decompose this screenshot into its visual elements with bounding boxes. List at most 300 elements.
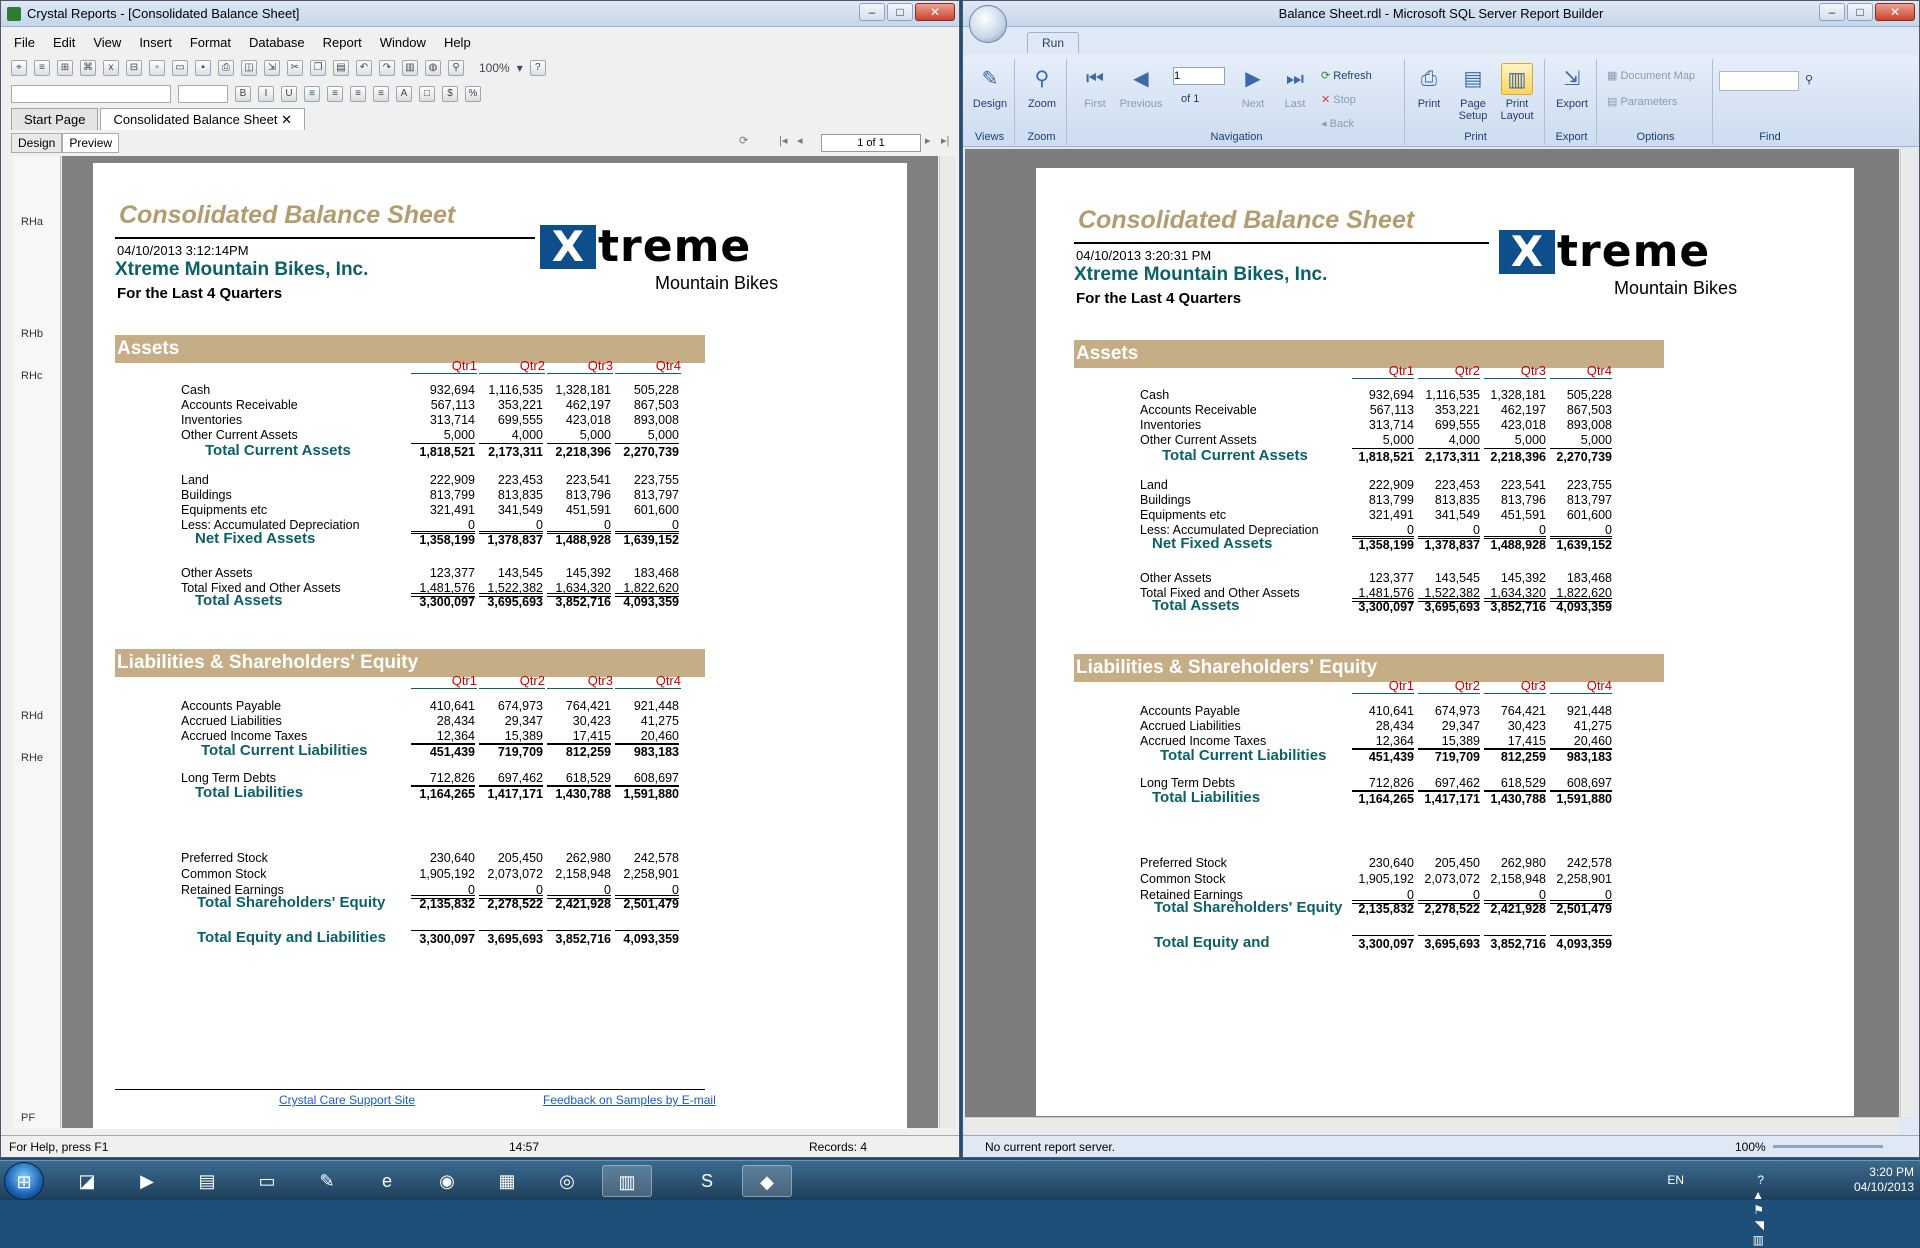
- section-rhd: RHd: [21, 710, 43, 722]
- asset-value: 813,797: [1550, 492, 1612, 508]
- last-page-icon[interactable]: ▸|: [941, 134, 949, 147]
- section-pf: PF: [21, 1112, 35, 1124]
- asset-label: Accounts Receivable: [181, 397, 298, 413]
- menu-window[interactable]: Window: [371, 35, 435, 50]
- rb-ribbon: [963, 55, 1919, 147]
- liability-label: Retained Earnings: [181, 882, 284, 898]
- asset-value: 1,116,535: [1418, 387, 1480, 403]
- next-page-icon: ▶: [1237, 63, 1269, 95]
- group-label-find: Find: [1715, 131, 1825, 143]
- menu-edit[interactable]: Edit: [44, 35, 84, 50]
- currency-icon[interactable]: $: [442, 86, 458, 102]
- font-name-select[interactable]: [11, 85, 171, 103]
- italic-icon[interactable]: I: [258, 86, 274, 102]
- print-layout-icon: ▥: [1501, 63, 1533, 95]
- menu-insert[interactable]: Insert: [130, 35, 181, 50]
- liability-row: [1036, 935, 1854, 951]
- company-logo: [540, 219, 820, 309]
- liability-value: 0: [1352, 887, 1414, 904]
- group-find: [1715, 59, 1825, 145]
- language-indicator[interactable]: EN: [1667, 1173, 1684, 1188]
- clock-date[interactable]: 04/10/2013: [1854, 1180, 1914, 1195]
- tab-consolidated-balance-sheet[interactable]: [100, 108, 305, 130]
- liability-value: 2,421,928: [547, 895, 611, 912]
- liability-row: [1036, 871, 1854, 887]
- liability-row: [1036, 748, 1854, 764]
- quarter-header-1: Qtr1: [1352, 363, 1414, 379]
- asset-value: 5,000: [615, 427, 679, 444]
- group-icon[interactable]: ⊟: [126, 60, 142, 76]
- liabilities-band: Liabilities & Shareholders' Equity: [1074, 654, 1664, 682]
- support-link[interactable]: Crystal Care Support Site: [279, 1093, 415, 1107]
- section-bar: [13, 156, 61, 1128]
- asset-label: Buildings: [181, 487, 232, 503]
- asset-row: [93, 565, 907, 581]
- liability-label: Preferred Stock: [1140, 855, 1227, 871]
- asset-row: [1036, 477, 1854, 493]
- liability-value: 2,501,479: [615, 895, 679, 912]
- document-map-button[interactable]: [1607, 69, 1695, 82]
- asset-value: 5,000: [411, 427, 475, 444]
- back-button[interactable]: [1321, 117, 1354, 130]
- asset-row: [93, 502, 907, 518]
- quarter-header-4: Qtr4: [1550, 363, 1612, 379]
- liability-row: [1036, 718, 1854, 734]
- menu-help[interactable]: Help: [435, 35, 480, 50]
- last-button[interactable]: [1273, 63, 1317, 110]
- formula-icon[interactable]: x: [103, 60, 119, 76]
- liability-value: 12,364: [1352, 733, 1414, 750]
- liability-label: Accrued Income Taxes: [181, 728, 307, 744]
- asset-label: Cash: [181, 382, 210, 398]
- asset-value: 423,018: [1484, 417, 1546, 433]
- asset-value: 3,300,097: [1352, 598, 1414, 615]
- liability-value: 0: [547, 882, 611, 899]
- repository-icon[interactable]: ⌘: [80, 60, 96, 76]
- vertical-scrollbar[interactable]: [1900, 149, 1917, 1117]
- asset-value: 321,491: [1352, 507, 1414, 523]
- liability-row: [93, 785, 907, 801]
- first-page-icon: ⏮: [1079, 63, 1111, 95]
- liability-value: 410,641: [1352, 703, 1414, 719]
- liability-value: 2,421,928: [1484, 900, 1546, 917]
- assets-band: Assets: [115, 335, 705, 363]
- liability-label: Accrued Liabilities: [1140, 718, 1241, 734]
- tab-run[interactable]: Run: [1027, 32, 1079, 53]
- liability-row: [1036, 900, 1854, 916]
- previous-button[interactable]: [1119, 63, 1163, 110]
- asset-value: 5,000: [1550, 432, 1612, 449]
- liability-value: 4,093,359: [615, 930, 679, 947]
- quarter-header-3: Qtr3: [547, 673, 613, 689]
- export-icon[interactable]: ⇲: [264, 60, 280, 76]
- liability-value: 1,905,192: [411, 866, 475, 882]
- copy-icon[interactable]: ❐: [310, 60, 326, 76]
- help-icon[interactable]: ?: [530, 60, 546, 76]
- menu-file[interactable]: File: [5, 35, 44, 50]
- company-name: Xtreme Mountain Bikes, Inc.: [115, 259, 368, 281]
- liability-value: 205,450: [479, 850, 543, 866]
- liability-row: [93, 743, 907, 759]
- print-icon[interactable]: ⎙: [218, 60, 234, 76]
- asset-value: 1,639,152: [1550, 536, 1612, 553]
- liability-value: 2,135,832: [411, 895, 475, 912]
- group-label-navigation: Navigation: [1069, 131, 1404, 143]
- close-button[interactable]: ✕: [1875, 3, 1915, 21]
- asset-label: Total Assets: [1152, 598, 1240, 614]
- asset-value: 5,000: [1352, 432, 1414, 449]
- export-button[interactable]: [1550, 63, 1594, 110]
- liability-value: 1,430,788: [1484, 790, 1546, 807]
- rb-report-page: [1036, 168, 1854, 1116]
- menu-format[interactable]: Format: [181, 35, 240, 50]
- asset-label: Land: [1140, 477, 1168, 493]
- group-label-export: Export: [1547, 131, 1596, 143]
- asset-value: 143,545: [479, 565, 543, 581]
- liability-value: 1,417,171: [479, 785, 543, 802]
- asset-label: Other Assets: [1140, 570, 1212, 586]
- search-icon[interactable]: ⚲: [448, 60, 464, 76]
- print-layout-button[interactable]: [1495, 63, 1539, 122]
- design-button[interactable]: [968, 63, 1012, 110]
- first-page-icon[interactable]: |◂: [779, 134, 787, 147]
- menu-report[interactable]: Report: [314, 35, 371, 50]
- liability-value: 2,135,832: [1352, 900, 1414, 917]
- asset-value: 0: [615, 517, 679, 534]
- asset-value: 3,300,097: [411, 593, 475, 610]
- binoculars-icon[interactable]: ⚲: [1805, 73, 1813, 86]
- liability-value: 674,973: [479, 698, 543, 714]
- asset-value: 893,008: [615, 412, 679, 428]
- liability-value: 41,275: [1550, 718, 1612, 734]
- asset-value: 223,453: [1418, 477, 1480, 493]
- asset-label: Buildings: [1140, 492, 1191, 508]
- cr-titlebar: [1, 1, 959, 27]
- asset-value: 3,852,716: [1484, 598, 1546, 615]
- quarter-header-3: Qtr3: [547, 358, 613, 374]
- liability-value: 674,973: [1418, 703, 1480, 719]
- report-builder-taskbar-icon[interactable]: ▥: [602, 1165, 652, 1197]
- asset-value: 813,796: [547, 487, 611, 503]
- logo-subtitle: Mountain Bikes: [1614, 278, 1737, 299]
- page-number-input[interactable]: [1173, 67, 1225, 85]
- app-menu-orb[interactable]: [969, 5, 1007, 43]
- asset-value: 813,797: [615, 487, 679, 503]
- asset-value: 341,549: [1418, 507, 1480, 523]
- first-button[interactable]: [1073, 63, 1117, 110]
- quarter-header-4: Qtr4: [615, 358, 681, 374]
- prev-page-icon[interactable]: ◂: [797, 134, 803, 147]
- liability-value: 205,450: [1418, 855, 1480, 871]
- media-player-icon[interactable]: ▶: [122, 1165, 172, 1197]
- new-icon[interactable]: ▫: [149, 60, 165, 76]
- liability-value: 0: [1550, 887, 1612, 904]
- liability-value: 0: [411, 882, 475, 899]
- paste-icon[interactable]: ▤: [333, 60, 349, 76]
- asset-value: 4,000: [1418, 432, 1480, 449]
- liability-value: 1,164,265: [1352, 790, 1414, 807]
- liability-value: 451,439: [411, 743, 475, 760]
- liability-value: 3,300,097: [411, 930, 475, 947]
- calculator-icon[interactable]: ▦: [482, 1165, 532, 1197]
- minimize-button[interactable]: –: [1819, 3, 1845, 21]
- asset-value: 2,173,311: [479, 443, 543, 460]
- find-input[interactable]: [1719, 71, 1799, 91]
- asset-value: 1,818,521: [411, 443, 475, 460]
- asset-value: 2,173,311: [1418, 448, 1480, 465]
- asset-value: 423,018: [547, 412, 611, 428]
- zoom-dropdown[interactable]: 100%: [479, 61, 510, 75]
- asset-value: 1,378,837: [479, 531, 543, 548]
- liability-value: 262,980: [547, 850, 611, 866]
- liability-label: Long Term Debts: [181, 770, 276, 786]
- print-preview-icon[interactable]: ◫: [241, 60, 257, 76]
- liability-label: Total Liabilities: [195, 785, 303, 801]
- asset-value: 4,000: [479, 427, 543, 444]
- liability-value: 20,460: [1550, 733, 1612, 750]
- liability-value: 3,695,693: [479, 930, 543, 947]
- liability-value: 764,421: [1484, 703, 1546, 719]
- liability-label: Common Stock: [181, 866, 266, 882]
- menu-database[interactable]: Database: [240, 35, 314, 50]
- status-time: 14:57: [509, 1136, 539, 1158]
- asset-value: 313,714: [411, 412, 475, 428]
- asset-label: Land: [181, 472, 209, 488]
- maximize-button[interactable]: □: [1847, 3, 1873, 21]
- underline-icon[interactable]: U: [281, 86, 297, 102]
- parameters-button[interactable]: [1607, 95, 1677, 108]
- asset-value: 321,491: [411, 502, 475, 518]
- select-tool-icon[interactable]: ⌖: [11, 60, 27, 76]
- firefox-icon[interactable]: ◉: [422, 1165, 472, 1197]
- percent-icon[interactable]: %: [465, 86, 481, 102]
- asset-value: 699,555: [1418, 417, 1480, 433]
- justify-icon[interactable]: ≡: [373, 86, 389, 102]
- asset-value: 1,634,320: [547, 580, 611, 597]
- asset-value: 145,392: [1484, 570, 1546, 586]
- company-logo: [1499, 224, 1779, 314]
- internet-explorer-icon[interactable]: e: [362, 1165, 412, 1197]
- save-icon[interactable]: ▪: [195, 60, 211, 76]
- insert-map-icon[interactable]: ◍: [425, 60, 441, 76]
- feedback-link[interactable]: Feedback on Samples by E-mail: [543, 1093, 716, 1107]
- liability-value: 17,415: [547, 728, 611, 745]
- report-builder-window: [962, 0, 1920, 1158]
- liability-value: 230,640: [1352, 855, 1414, 871]
- liability-value: 3,852,716: [1484, 935, 1546, 952]
- menu-view[interactable]: View: [84, 35, 130, 50]
- asset-value: 451,591: [1484, 507, 1546, 523]
- liability-value: 12,364: [411, 728, 475, 745]
- asset-value: 1,328,181: [547, 382, 611, 398]
- chrome-icon[interactable]: ◎: [542, 1165, 592, 1197]
- group-label-zoom: Zoom: [1017, 131, 1066, 143]
- assets-band: Assets: [1074, 340, 1664, 368]
- liability-label: Total Current Liabilities: [201, 743, 367, 759]
- font-color-icon[interactable]: A: [396, 86, 412, 102]
- refresh-icon[interactable]: ⟳: [739, 134, 748, 147]
- asset-row: [1036, 492, 1854, 508]
- print-button[interactable]: [1407, 63, 1451, 110]
- redo-icon[interactable]: ↷: [379, 60, 395, 76]
- next-label: Next: [1242, 98, 1265, 110]
- asset-value: 183,468: [1550, 570, 1612, 586]
- open-icon[interactable]: ▭: [172, 60, 188, 76]
- tray-icons[interactable]: ? ▲: [1752, 1173, 1764, 1248]
- asset-value: 1,481,576: [411, 580, 475, 597]
- group-navigation: [1069, 59, 1405, 145]
- vertical-scrollbar[interactable]: [939, 156, 956, 1128]
- taskbar-app-pinned-icon[interactable]: ◪: [62, 1165, 112, 1197]
- liability-row: [93, 866, 907, 882]
- report-explorer-icon[interactable]: ⊞: [57, 60, 73, 76]
- group-label-views: Views: [965, 131, 1014, 143]
- previous-page-icon: ◀: [1125, 63, 1157, 95]
- liability-value: 30,423: [1484, 718, 1546, 734]
- stop-button[interactable]: [1321, 93, 1356, 106]
- asset-label: Net Fixed Assets: [195, 531, 315, 547]
- asset-value: 223,541: [1484, 477, 1546, 493]
- title-rule: [1074, 242, 1489, 244]
- quarter-header-2: Qtr2: [479, 673, 545, 689]
- cr-document-tabs: [11, 108, 307, 130]
- report-period: For the Last 4 Quarters: [117, 285, 282, 302]
- liability-value: 0: [1418, 887, 1480, 904]
- asset-label: Total Fixed and Other Assets: [1140, 585, 1300, 601]
- status-server: No current report server.: [985, 1136, 1115, 1158]
- skype-icon[interactable]: S: [682, 1165, 732, 1197]
- asset-value: 353,221: [479, 397, 543, 413]
- asset-row: [1036, 387, 1854, 403]
- close-icon[interactable]: ✕: [281, 112, 292, 127]
- font-size-select[interactable]: [178, 85, 228, 103]
- liability-value: 28,434: [1352, 718, 1414, 734]
- asset-value: 505,228: [1550, 387, 1612, 403]
- close-button[interactable]: ✕: [915, 3, 955, 21]
- asset-row: [1036, 417, 1854, 433]
- group-zoom: [1017, 59, 1067, 145]
- chevron-down-icon[interactable]: ▾: [517, 61, 523, 75]
- cr-view-tabs: [11, 133, 119, 153]
- back-icon: ◂: [1321, 118, 1327, 130]
- liability-value: 812,259: [1484, 748, 1546, 765]
- cut-icon[interactable]: ✂: [287, 60, 303, 76]
- report-title: Consolidated Balance Sheet: [119, 201, 455, 230]
- border-icon[interactable]: □: [419, 86, 435, 102]
- asset-value: 1,634,320: [1484, 585, 1546, 602]
- quarter-header-2: Qtr2: [1418, 363, 1480, 379]
- file-explorer-icon[interactable]: ▭: [242, 1165, 292, 1197]
- tab-design[interactable]: Design: [11, 133, 62, 153]
- asset-value: 313,714: [1352, 417, 1414, 433]
- tab-preview[interactable]: Preview: [62, 133, 119, 153]
- page-number-box[interactable]: 1 of 1: [821, 134, 921, 152]
- refresh-button[interactable]: [1321, 69, 1372, 82]
- quarter-header-1: Qtr1: [1352, 678, 1414, 694]
- asset-value: 1,639,152: [615, 531, 679, 548]
- group-options: [1599, 59, 1713, 145]
- align-right-icon[interactable]: ≡: [350, 86, 366, 102]
- undo-icon[interactable]: ↶: [356, 60, 372, 76]
- liability-value: 618,529: [1484, 775, 1546, 792]
- liability-value: 3,695,693: [1418, 935, 1480, 952]
- liability-value: 230,640: [411, 850, 475, 866]
- quarter-header-1: Qtr1: [411, 673, 477, 689]
- asset-value: 1,822,620: [1550, 585, 1612, 602]
- asset-value: 932,694: [411, 382, 475, 398]
- start-button[interactable]: ⊞: [4, 1162, 44, 1200]
- horizontal-scrollbar[interactable]: [965, 1117, 1899, 1134]
- cr-menubar: [1, 30, 959, 54]
- liability-row: [93, 895, 907, 911]
- asset-value: 932,694: [1352, 387, 1414, 403]
- word-document-icon[interactable]: ▤: [182, 1165, 232, 1197]
- minimize-button[interactable]: –: [859, 3, 885, 21]
- liability-value: 242,578: [1550, 855, 1612, 871]
- asset-value: 0: [547, 517, 611, 534]
- asset-value: 5,000: [547, 427, 611, 444]
- page-count: of 1: [1181, 93, 1199, 105]
- asset-row: [1036, 402, 1854, 418]
- asset-value: 1,481,576: [1352, 585, 1414, 602]
- group-label-print: Print: [1407, 131, 1544, 143]
- tab-start-page[interactable]: Start Page: [11, 108, 98, 130]
- quarter-header-1: Qtr1: [411, 358, 477, 374]
- maximize-button[interactable]: □: [887, 3, 913, 21]
- next-page-icon[interactable]: ▸: [925, 134, 931, 147]
- back-label: Back: [1330, 118, 1354, 130]
- clock-time[interactable]: 3:20 PM: [1854, 1165, 1914, 1180]
- liability-value: 608,697: [615, 770, 679, 787]
- taskbar: [0, 1160, 1920, 1200]
- liability-value: 0: [1484, 887, 1546, 904]
- asset-label: Total Current Assets: [1162, 448, 1308, 464]
- zoom-button[interactable]: [1020, 63, 1064, 110]
- align-center-icon[interactable]: ≡: [327, 86, 343, 102]
- asset-row: [1036, 432, 1854, 448]
- next-button[interactable]: [1231, 63, 1275, 110]
- crystal-reports-taskbar-icon[interactable]: ◆: [742, 1165, 792, 1197]
- liability-value: 2,278,522: [479, 895, 543, 912]
- field-explorer-icon[interactable]: ≡: [34, 60, 50, 76]
- insert-chart-icon[interactable]: ▥: [402, 60, 418, 76]
- parameters-label: Parameters: [1620, 96, 1677, 108]
- paint-icon[interactable]: ✎: [302, 1165, 352, 1197]
- asset-row: [93, 412, 907, 428]
- liability-value: 3,300,097: [1352, 935, 1414, 952]
- align-left-icon[interactable]: ≡: [304, 86, 320, 102]
- asset-label: Equipments etc: [181, 502, 267, 518]
- liability-label: Accounts Payable: [181, 698, 281, 714]
- quarter-header-3: Qtr3: [1484, 678, 1546, 694]
- asset-value: 1,116,535: [479, 382, 543, 398]
- page-setup-button[interactable]: [1451, 63, 1495, 122]
- bold-icon[interactable]: B: [235, 86, 251, 102]
- liability-value: 2,278,522: [1418, 900, 1480, 917]
- asset-value: 183,468: [615, 565, 679, 581]
- crystal-reports-window: [0, 0, 960, 1158]
- liability-value: 15,389: [479, 728, 543, 745]
- liability-label: Total Equity and: [1154, 935, 1270, 951]
- group-views: [965, 59, 1015, 145]
- asset-value: 3,695,693: [1418, 598, 1480, 615]
- liability-value: 618,529: [547, 770, 611, 787]
- zoom-slider[interactable]: [1773, 1145, 1883, 1148]
- liability-label: Preferred Stock: [181, 850, 268, 866]
- print-label: Print: [1418, 98, 1441, 110]
- asset-value: 462,197: [1484, 402, 1546, 418]
- asset-value: 223,755: [1550, 477, 1612, 493]
